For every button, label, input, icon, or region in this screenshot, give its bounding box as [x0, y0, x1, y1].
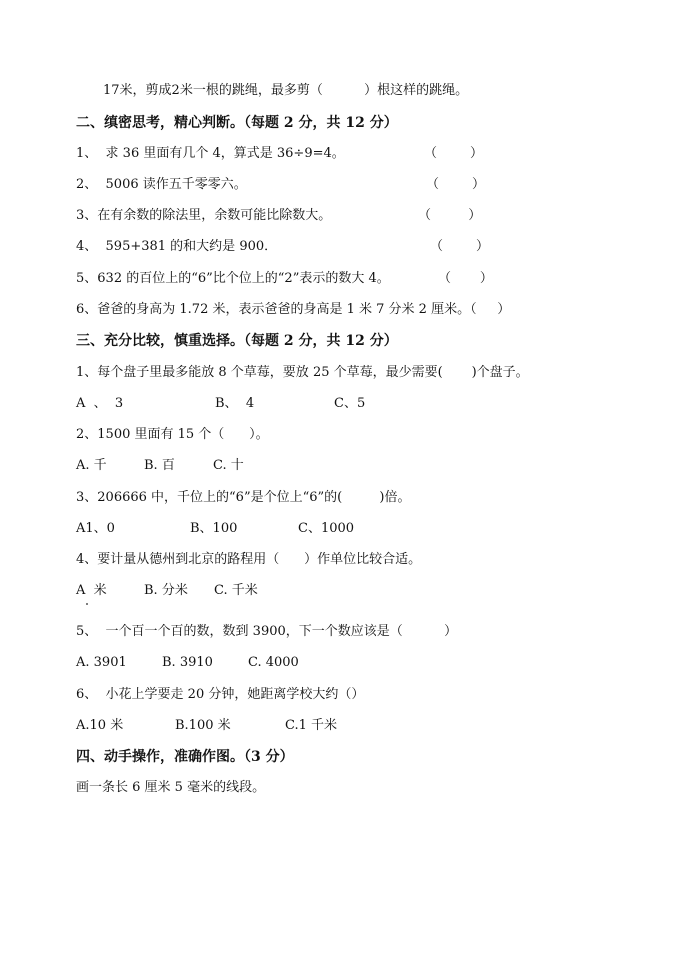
q1-option-a: A 、 3	[76, 396, 124, 411]
continued-question: 17米，剪成2米一根的跳绳，最多剪（ ）根这样的跳绳。	[103, 83, 469, 98]
judge-item-4-paren: （ ）	[430, 239, 490, 254]
choice-question-5: 5、 一个百一个百的数，数到 3900，下一个数应该是（ ）	[76, 624, 458, 639]
q3-option-b: B、100	[190, 521, 238, 536]
section-3-title: 三、充分比较，慎重选择。（每题 2 分，共 12 分）	[76, 333, 398, 349]
judge-item-4: 4、 595+381 的和大约是 900．	[76, 239, 278, 254]
judge-item-5: 5、632 的百位上的“6”比个位上的“2”表示的数大 4。	[76, 271, 390, 286]
q3-option-a: A1、0	[76, 521, 115, 536]
choice-question-6: 6、 小花上学要走 20 分钟，她距离学校大约（）	[76, 687, 365, 702]
choice-question-4: 4、要计量从德州到北京的路程用（ ）作单位比较合适。	[76, 552, 422, 567]
q5-option-c: C. 4000	[248, 655, 299, 670]
judge-item-1-paren: （ ）	[424, 146, 484, 161]
q2-option-b: B. 百	[144, 458, 175, 473]
q3-option-c: C、1000	[298, 521, 355, 536]
q6-option-b: B.100 米	[175, 718, 231, 733]
stray-dot	[86, 603, 88, 605]
judge-item-2: 2、 5006 读作五千零零六。	[76, 177, 247, 192]
q1-option-c: C、5	[334, 396, 366, 411]
q2-option-c: C. 十	[213, 458, 244, 473]
judge-item-1: 1、 求 36 里面有几个 4，算式是 36÷9=4。	[76, 146, 345, 161]
judge-item-3-paren: （ ）	[418, 208, 482, 223]
q6-option-a: A.10 米	[76, 718, 124, 733]
section-2-title: 二、缜密思考，精心判断。（每题 2 分，共 12 分）	[76, 115, 398, 131]
q5-option-b: B. 3910	[162, 655, 213, 670]
choice-question-3: 3、206666 中，千位上的“6”是个位上“6”的( )倍。	[76, 490, 411, 505]
judge-item-6: 6、爸爸的身高为 1.72 米，表示爸爸的身高是 1 米 7 分米 2 厘米。（ ）	[76, 302, 511, 317]
judge-item-3: 3、在有余数的除法里，余数可能比除数大。	[76, 208, 332, 223]
q2-option-a: A. 千	[76, 458, 107, 473]
q4-option-a: A 米	[76, 583, 107, 598]
q4-option-b: B. 分米	[144, 583, 188, 598]
drawing-task: 画一条长 6 厘米 5 毫米的线段。	[76, 780, 266, 795]
judge-item-5-paren: （ ）	[438, 271, 493, 286]
choice-question-1: 1、每个盘子里最多能放 8 个草莓，要放 25 个草莓，最少需要( )个盘子。	[76, 365, 529, 380]
q5-option-a: A. 3901	[76, 655, 127, 670]
judge-item-2-paren: （ ）	[426, 177, 486, 192]
q4-option-c: C. 千米	[214, 583, 258, 598]
q1-option-b: B、 4	[215, 396, 255, 411]
choice-question-2: 2、1500 里面有 15 个（ ）。	[76, 427, 269, 442]
section-4-title: 四、动手操作，准确作图。（3 分）	[76, 749, 294, 765]
q6-option-c: C.1 千米	[285, 718, 338, 733]
